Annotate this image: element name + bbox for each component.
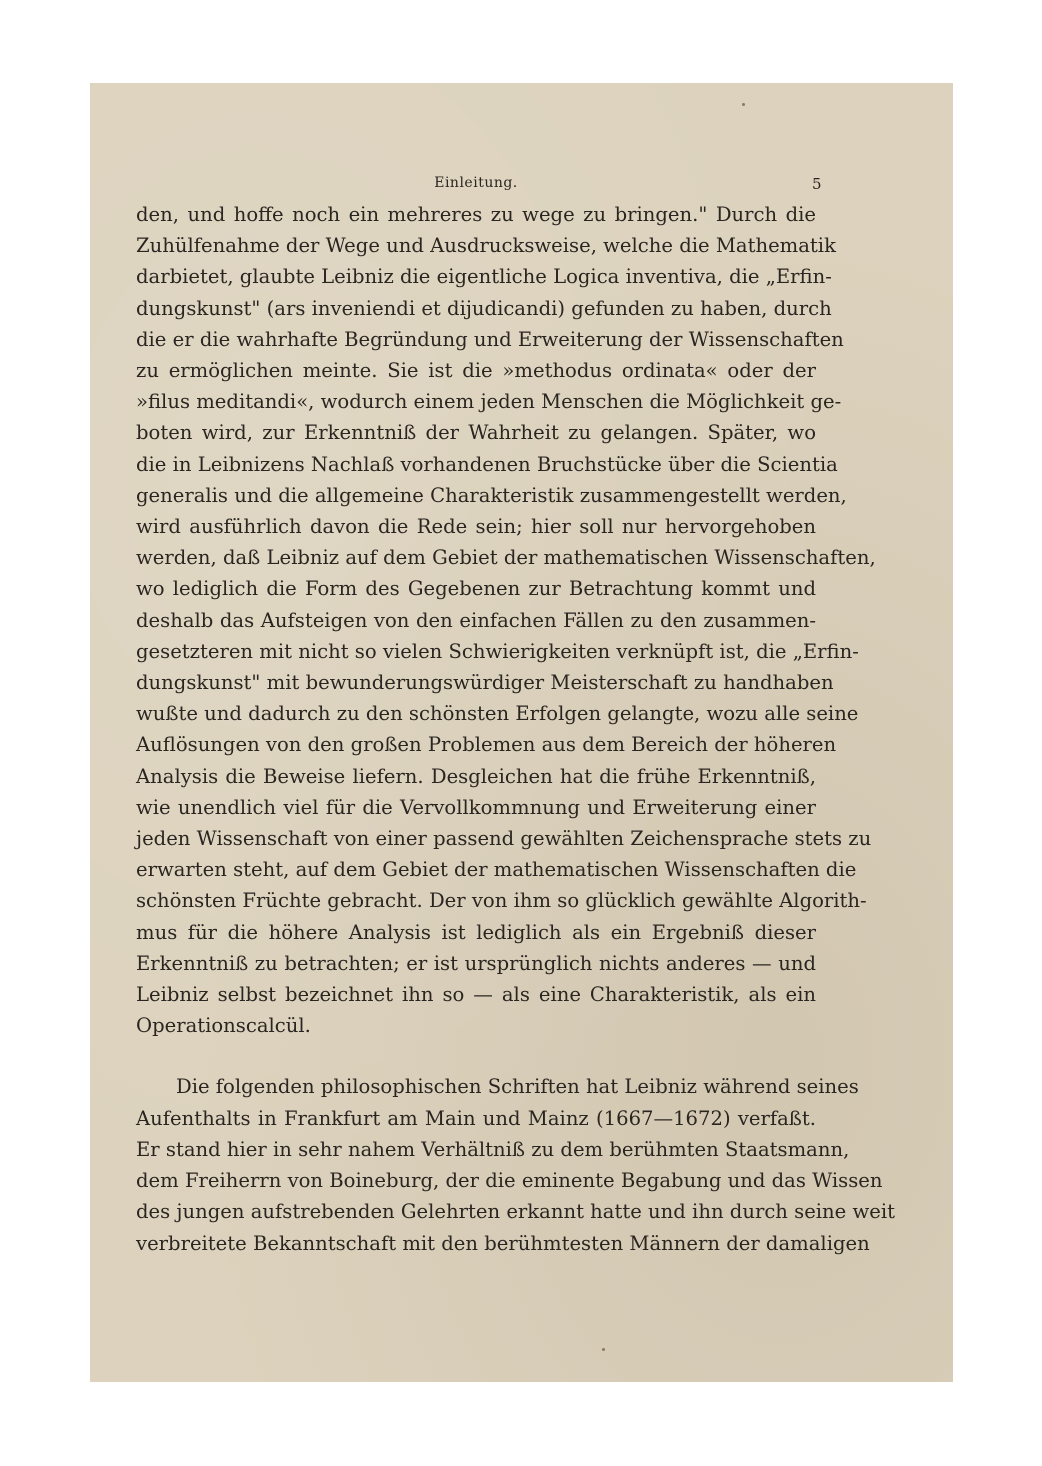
paragraph [136, 1071, 896, 1258]
text-line: den, und hoffe noch ein mehreres zu wege zu bringen." Durch die [136, 203, 816, 226]
text-line: Erkenntniß zu betrachten; er ist ursprünglich nichts anderes — und [136, 951, 816, 975]
text-line: wo lediglich die Form des Gegebenen zur Betrachtung kommt und [136, 577, 816, 601]
speck-mark [742, 103, 745, 106]
text-line: schönsten Früchte gebracht. Der von ihm so glücklich gewählte Algorith- [136, 889, 867, 913]
text-line: erwarten steht, auf dem Gebiet der mathematischen Wissenschaften die [136, 858, 857, 882]
text-line: wird ausführlich davon die Rede sein; hier soll nur hervorgehoben [136, 515, 816, 539]
text-line: generalis und die allgemeine Charakteristik zusammengestellt werden, [136, 483, 847, 507]
text-line: Er stand hier in sehr nahem Verhältniß zu dem berühmten Staatsmann, [136, 1137, 850, 1161]
text-line: werden, daß Leibniz auf dem Gebiet der mathematischen Wissenschaften, [136, 546, 876, 570]
text-line: Auflösungen von den großen Problemen aus dem Bereich der höheren [136, 733, 837, 757]
text-line: dem Freiherrn von Boineburg, der die eminente Begabung und das Wissen [136, 1169, 883, 1193]
text-line: Zuhülfenahme der Wege und Ausdrucksweise, welche die Mathematik [136, 234, 836, 258]
running-head [136, 171, 822, 199]
text-line: die in Leibnizens Nachlaß vorhandenen Bruchstücke über die Scientia [136, 452, 838, 476]
text-line: deshalb das Aufsteigen von den einfachen Fällen zu den zusammen- [136, 608, 816, 632]
page-number: 5 [811, 175, 822, 193]
text-line: die er die wahrhafte Begründung und Erweiterung der Wissenschaften [136, 327, 844, 351]
running-title: Einleitung. [434, 175, 518, 191]
text-line: Leibniz selbst bezeichnet ihn so — als eine Charakteristik, als ein [136, 983, 816, 1007]
page-body [136, 171, 896, 1259]
text-line: zu ermöglichen meinte. Sie ist die »methodus ordinata« oder der [136, 359, 816, 383]
text-line: wußte und dadurch zu den schönsten Erfolgen gelangte, wozu alle seine [136, 702, 859, 726]
text-line: gesetzteren mit nicht so vielen Schwierigkeiten verknüpft ist, die „Erfin- [136, 639, 859, 663]
scanned-page [90, 83, 953, 1382]
text-line: Die folgenden philosophischen Schriften hat Leibniz während seines [176, 1075, 859, 1099]
text-line: dungskunst" mit bewunderungswürdiger Meisterschaft zu handhaben [136, 671, 834, 695]
text-line: Aufenthalts in Frankfurt am Main und Mainz (1667—1672) verfaßt. [136, 1106, 816, 1130]
text-line: verbreitete Bekanntschaft mit den berühmtesten Männern der damaligen [136, 1231, 870, 1255]
speck-mark [602, 1348, 605, 1351]
text-line: boten wird, zur Erkenntniß der Wahrheit zu gelangen. Später, wo [136, 421, 816, 445]
text-line: des jungen aufstrebenden Gelehrten erkannt hatte und ihn durch seine weit [136, 1200, 896, 1224]
text-line: »filus meditandi«, wodurch einem jeden Menschen die Möglichkeit ge- [136, 390, 842, 414]
text-line: mus für die höhere Analysis ist lediglich als ein Ergebniß dieser [136, 920, 816, 944]
text-line: jeden Wissenschaft von einer passend gewählten Zeichensprache stets zu [136, 827, 872, 851]
text-line: dungskunst" (ars inveniendi et dijudicandi) gefunden zu haben, durch [136, 296, 832, 320]
text-line: Operationscalcül. [136, 1014, 311, 1038]
text-line: wie unendlich viel für die Vervollkommnung und Erweiterung einer [136, 795, 816, 819]
text-line: darbietet, glaubte Leibniz die eigentliche Logica inventiva, die „Erfin- [136, 265, 832, 289]
text-line: Analysis die Beweise liefern. Desgleichen hat die frühe Erkenntniß, [136, 764, 816, 788]
paragraph [136, 199, 876, 1041]
